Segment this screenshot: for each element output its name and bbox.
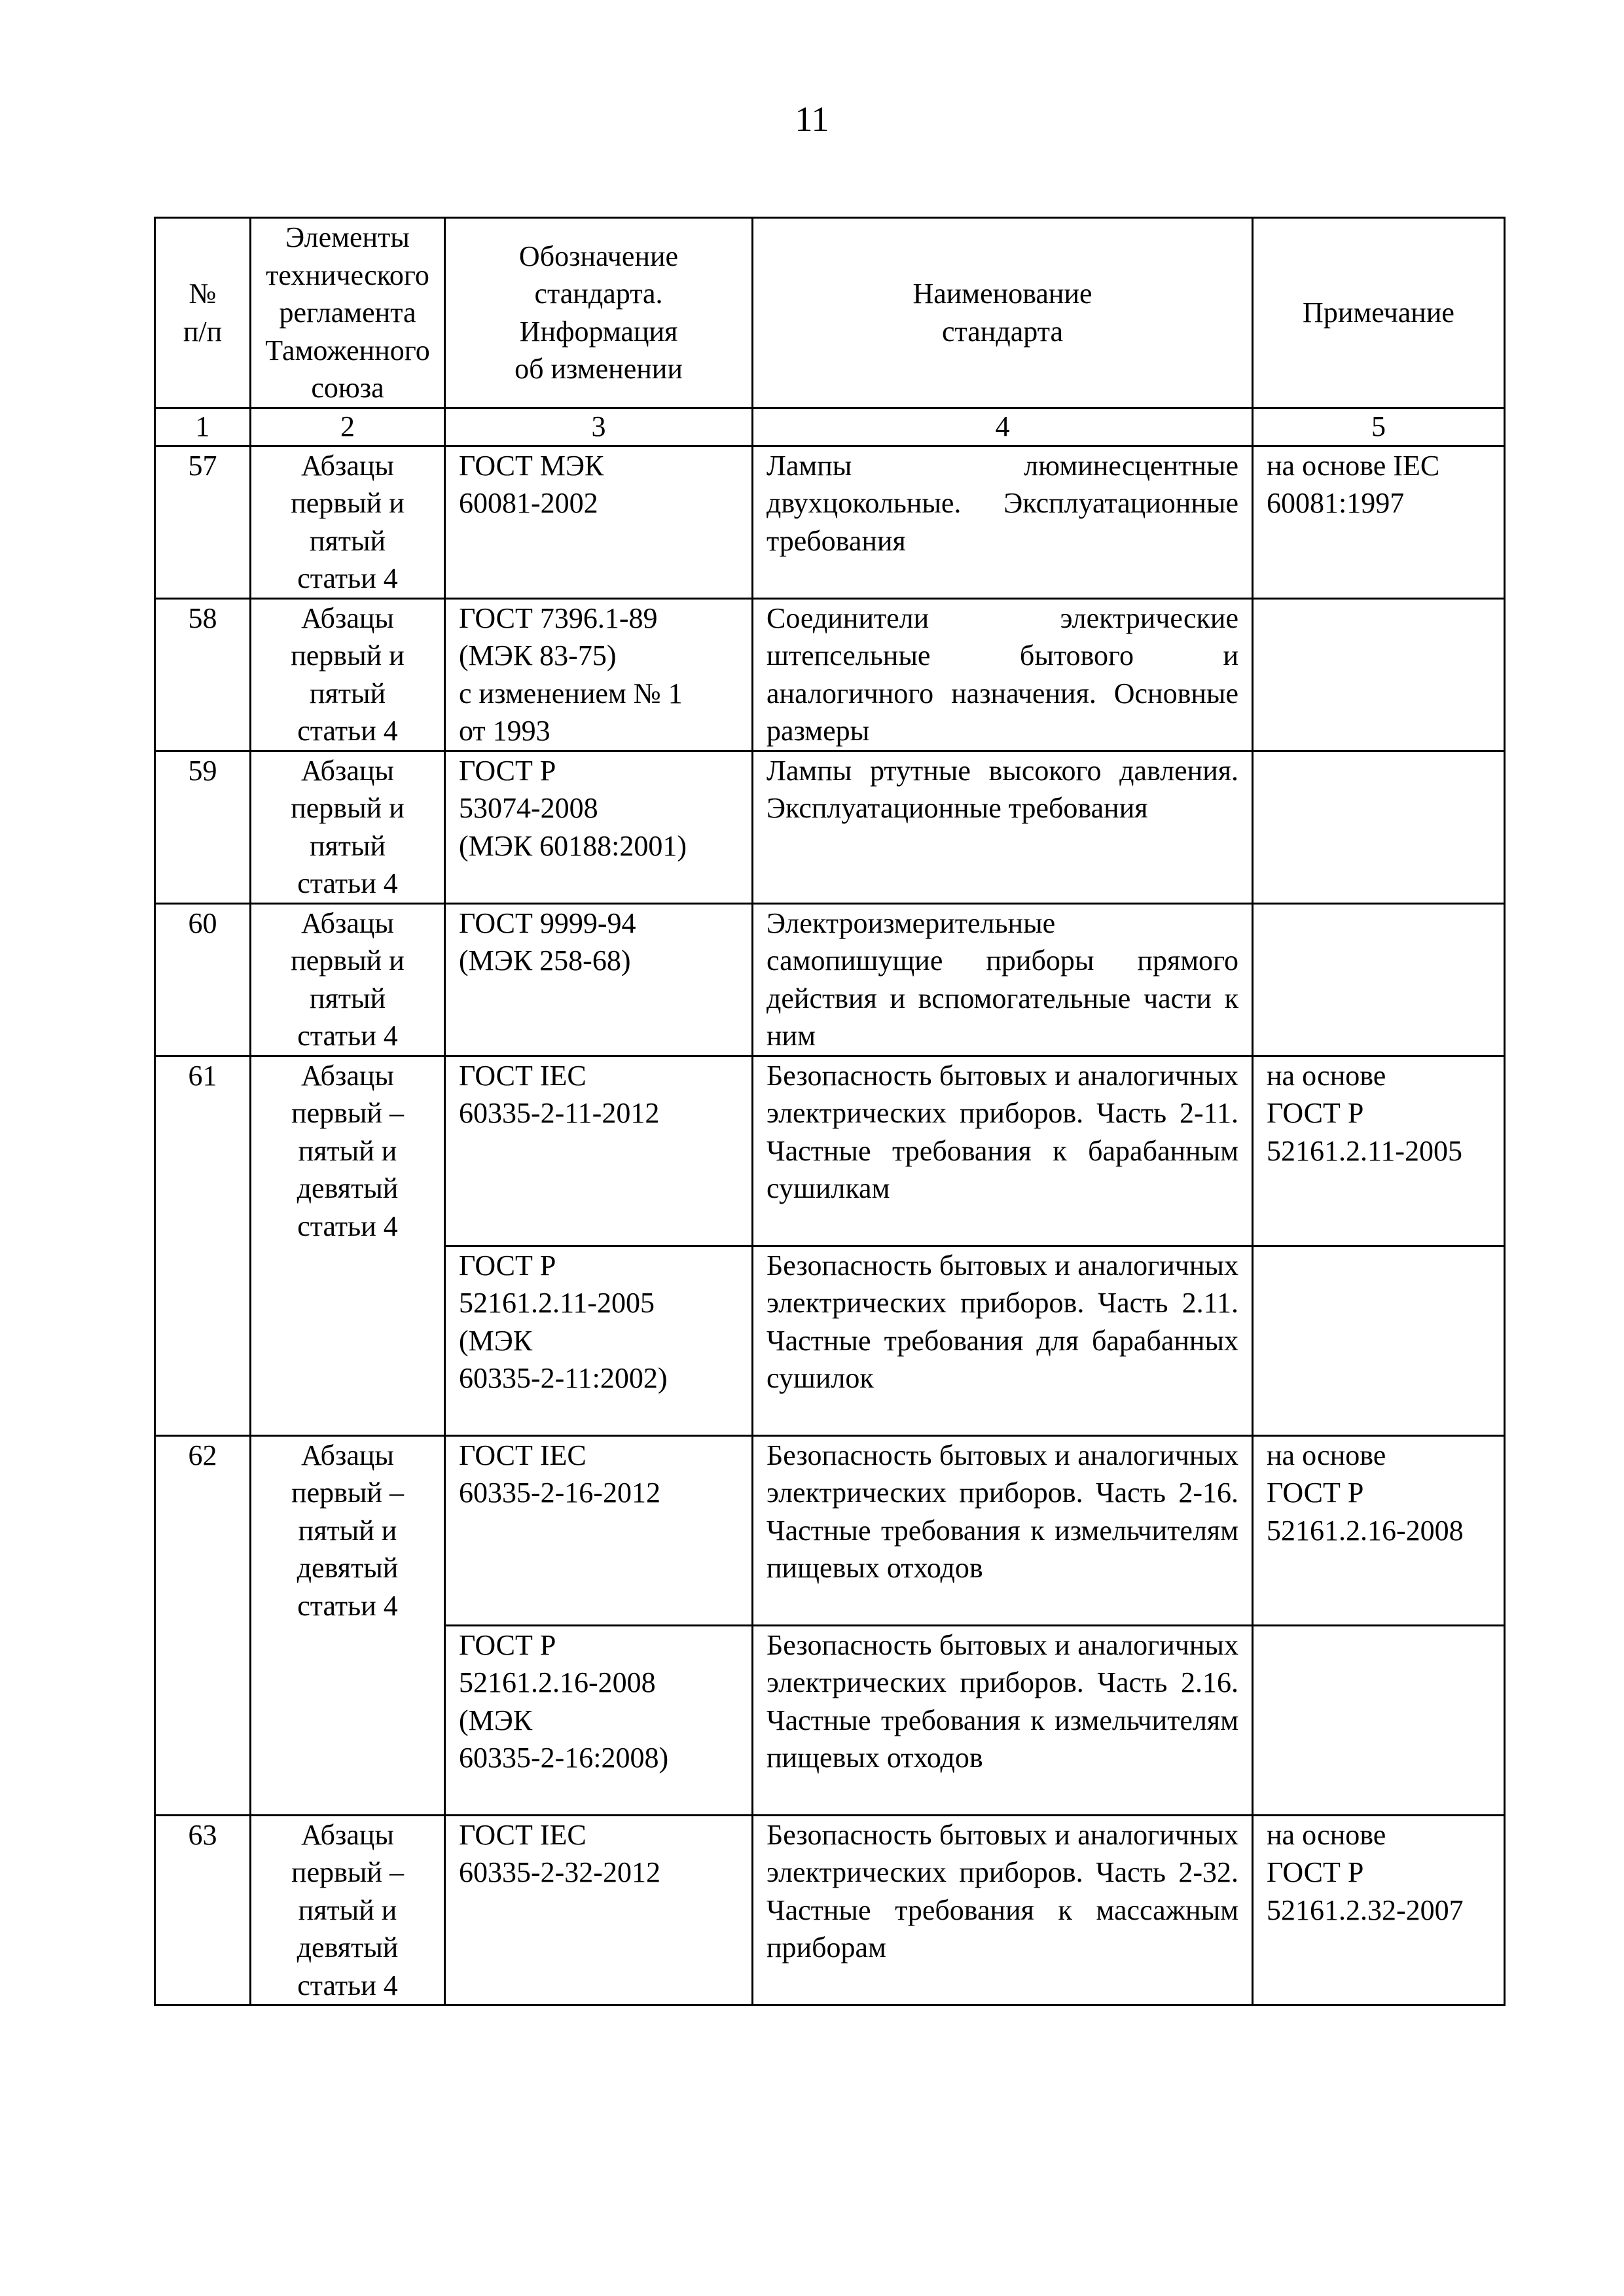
table-row xyxy=(155,1056,1505,1246)
regulation-elements: Абзацы первый и пятый статьи 4 xyxy=(251,598,445,751)
table-header-row xyxy=(155,218,1505,408)
standard-note: на основе IEC 60081:1997 xyxy=(1253,446,1505,598)
table-row xyxy=(155,446,1505,598)
regulation-elements: Абзацы первый – пятый и девятый статьи 4 xyxy=(251,1815,445,2005)
standard-name: Электроизмерительные самопишущие приборы прямого действия и вспомогательные части к ним xyxy=(753,903,1253,1056)
table-row xyxy=(155,903,1505,1056)
standard-name: Безопасность бытовых и аналогичных электрических приборов. Часть 2-11. Частные требования к барабанным сушилкам xyxy=(753,1056,1253,1246)
column-number: 5 xyxy=(1253,408,1505,446)
standard-name: Безопасность бытовых и аналогичных электрических приборов. Часть 2.11. Частные требования для барабанных сушилок xyxy=(753,1246,1253,1435)
standard-designation: ГОСТ Р 53074-2008 (МЭК 60188:2001) xyxy=(445,751,753,903)
regulation-elements: Абзацы первый – пятый и девятый статьи 4 xyxy=(251,1056,445,1435)
standard-note: на основе ГОСТ Р 52161.2.11-2005 xyxy=(1253,1056,1505,1246)
standard-note xyxy=(1253,903,1505,1056)
header-name: Наименование стандарта xyxy=(753,218,1253,408)
standard-designation: ГОСТ IEC 60335-2-11-2012 xyxy=(445,1056,753,1246)
standard-name: Безопасность бытовых и аналогичных электрических приборов. Часть 2-32. Частные требования к массажным приборам xyxy=(753,1815,1253,2005)
row-number: 61 xyxy=(155,1056,251,1435)
standard-designation: ГОСТ Р 52161.2.11-2005 (МЭК 60335-2-11:2002) xyxy=(445,1246,753,1435)
standard-designation: ГОСТ IEC 60335-2-16-2012 xyxy=(445,1435,753,1625)
table-row xyxy=(155,751,1505,903)
header-number: № п/п xyxy=(155,218,251,408)
standard-name: Лампы ртутные высокого давления. Эксплуатационные требования xyxy=(753,751,1253,903)
standards-table xyxy=(154,217,1506,2006)
standard-name: Соединители электрические штепсельные бытового и аналогичного назначения. Основные размеры xyxy=(753,598,1253,751)
row-number: 63 xyxy=(155,1815,251,2005)
table-row xyxy=(155,1435,1505,1625)
row-number: 58 xyxy=(155,598,251,751)
standard-note xyxy=(1253,598,1505,751)
standard-name: Лампы люминесцентные двухцокольные. Эксплуатационные требования xyxy=(753,446,1253,598)
column-number: 1 xyxy=(155,408,251,446)
row-number: 57 xyxy=(155,446,251,598)
standard-name: Безопасность бытовых и аналогичных электрических приборов. Часть 2-16. Частные требования к измельчителям пищевых отходов xyxy=(753,1435,1253,1625)
column-number: 4 xyxy=(753,408,1253,446)
column-number-row xyxy=(155,408,1505,446)
standard-designation: ГОСТ 7396.1-89 (МЭК 83-75) с изменением № 1 от 1993 xyxy=(445,598,753,751)
standard-note: на основе ГОСТ Р 52161.2.16-2008 xyxy=(1253,1435,1505,1625)
column-number: 2 xyxy=(251,408,445,446)
table-row xyxy=(155,598,1505,751)
regulation-elements: Абзацы первый и пятый статьи 4 xyxy=(251,446,445,598)
standard-designation: ГОСТ Р 52161.2.16-2008 (МЭК 60335-2-16:2008) xyxy=(445,1625,753,1815)
regulation-elements: Абзацы первый – пятый и девятый статьи 4 xyxy=(251,1435,445,1815)
standard-designation: ГОСТ IEC 60335-2-32-2012 xyxy=(445,1815,753,2005)
header-elements: Элементы технического регламента Таможенного союза xyxy=(251,218,445,408)
row-number: 60 xyxy=(155,903,251,1056)
standard-designation: ГОСТ 9999-94 (МЭК 258-68) xyxy=(445,903,753,1056)
row-number: 59 xyxy=(155,751,251,903)
header-note: Примечание xyxy=(1253,218,1505,408)
regulation-elements: Абзацы первый и пятый статьи 4 xyxy=(251,903,445,1056)
standard-note xyxy=(1253,1246,1505,1435)
standard-note xyxy=(1253,751,1505,903)
regulation-elements: Абзацы первый и пятый статьи 4 xyxy=(251,751,445,903)
standard-designation: ГОСТ МЭК 60081-2002 xyxy=(445,446,753,598)
table-row xyxy=(155,1815,1505,2005)
standard-name: Безопасность бытовых и аналогичных электрических приборов. Часть 2.16. Частные требования к измельчителям пищевых отходов xyxy=(753,1625,1253,1815)
header-designation: Обозначение стандарта. Информация об изменении xyxy=(445,218,753,408)
column-number: 3 xyxy=(445,408,753,446)
page-number: 11 xyxy=(795,99,829,139)
standard-note: на основе ГОСТ Р 52161.2.32-2007 xyxy=(1253,1815,1505,2005)
row-number: 62 xyxy=(155,1435,251,1815)
standard-note xyxy=(1253,1625,1505,1815)
